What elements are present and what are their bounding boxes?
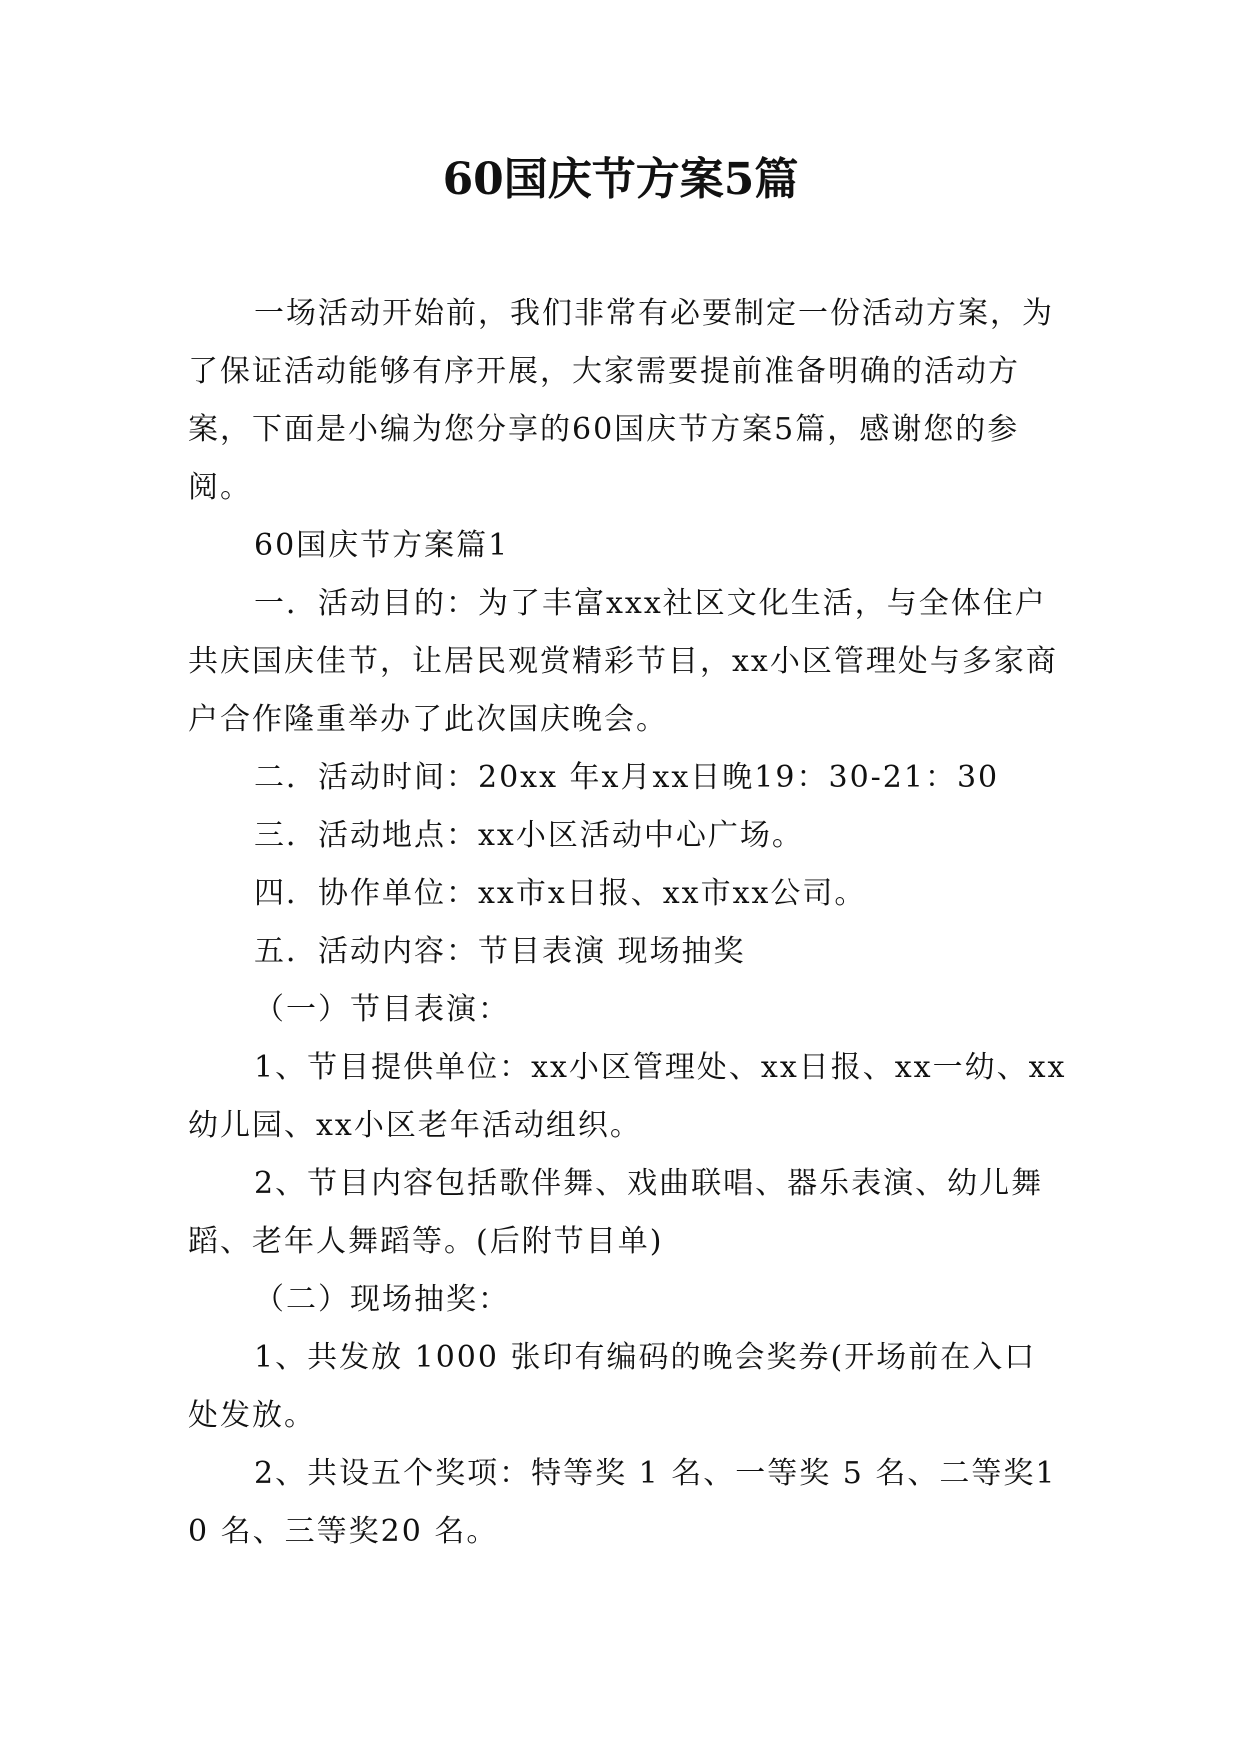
performance-providers: 1、节目提供单位：xx小区管理处、xx日报、xx一幼、xx幼儿园、xx小区老年活动组织。 xyxy=(188,1050,1067,1143)
activity-content: 五．活动内容：节目表演 现场抽奖 xyxy=(254,934,746,969)
document-title: 60国庆节方案5篇 xyxy=(442,154,799,205)
document-body xyxy=(188,285,1068,1561)
lottery-tickets: 1、共发放 1000 张印有编码的晚会奖券(开场前在入口处发放。 xyxy=(188,1340,1037,1433)
activity-purpose: 一．活动目的：为了丰富xxx社区文化生活，与全体住户共庆国庆佳节，让居民观赏精彩节目，xx小区管理处与多家商户合作隆重举办了此次国庆晚会。 xyxy=(188,586,1058,737)
activity-location: 三．活动地点：xx小区活动中心广场。 xyxy=(254,818,804,853)
subsection-performance: （一）节目表演： xyxy=(254,992,510,1027)
activity-time: 二．活动时间：20xx 年x月xx日晚19：30-21：30 xyxy=(254,760,1000,795)
intro-paragraph: 一场活动开始前，我们非常有必要制定一份活动方案，为了保证活动能够有序开展，大家需要提前准备明确的活动方案，下面是小编为您分享的60国庆节方案5篇，感谢您的参阅。 xyxy=(188,296,1054,505)
section-heading: 60国庆节方案篇1 xyxy=(254,528,510,563)
performance-content: 2、节目内容包括歌伴舞、戏曲联唱、器乐表演、幼儿舞蹈、老年人舞蹈等。(后附节目单) xyxy=(188,1166,1044,1259)
subsection-lottery: （二）现场抽奖： xyxy=(254,1282,510,1317)
lottery-prizes: 2、共设五个奖项：特等奖 1 名、一等奖 5 名、二等奖10 名、三等奖20 名。 xyxy=(188,1456,1057,1549)
cooperating-units: 四．协作单位：xx市x日报、xx市xx公司。 xyxy=(254,876,867,911)
